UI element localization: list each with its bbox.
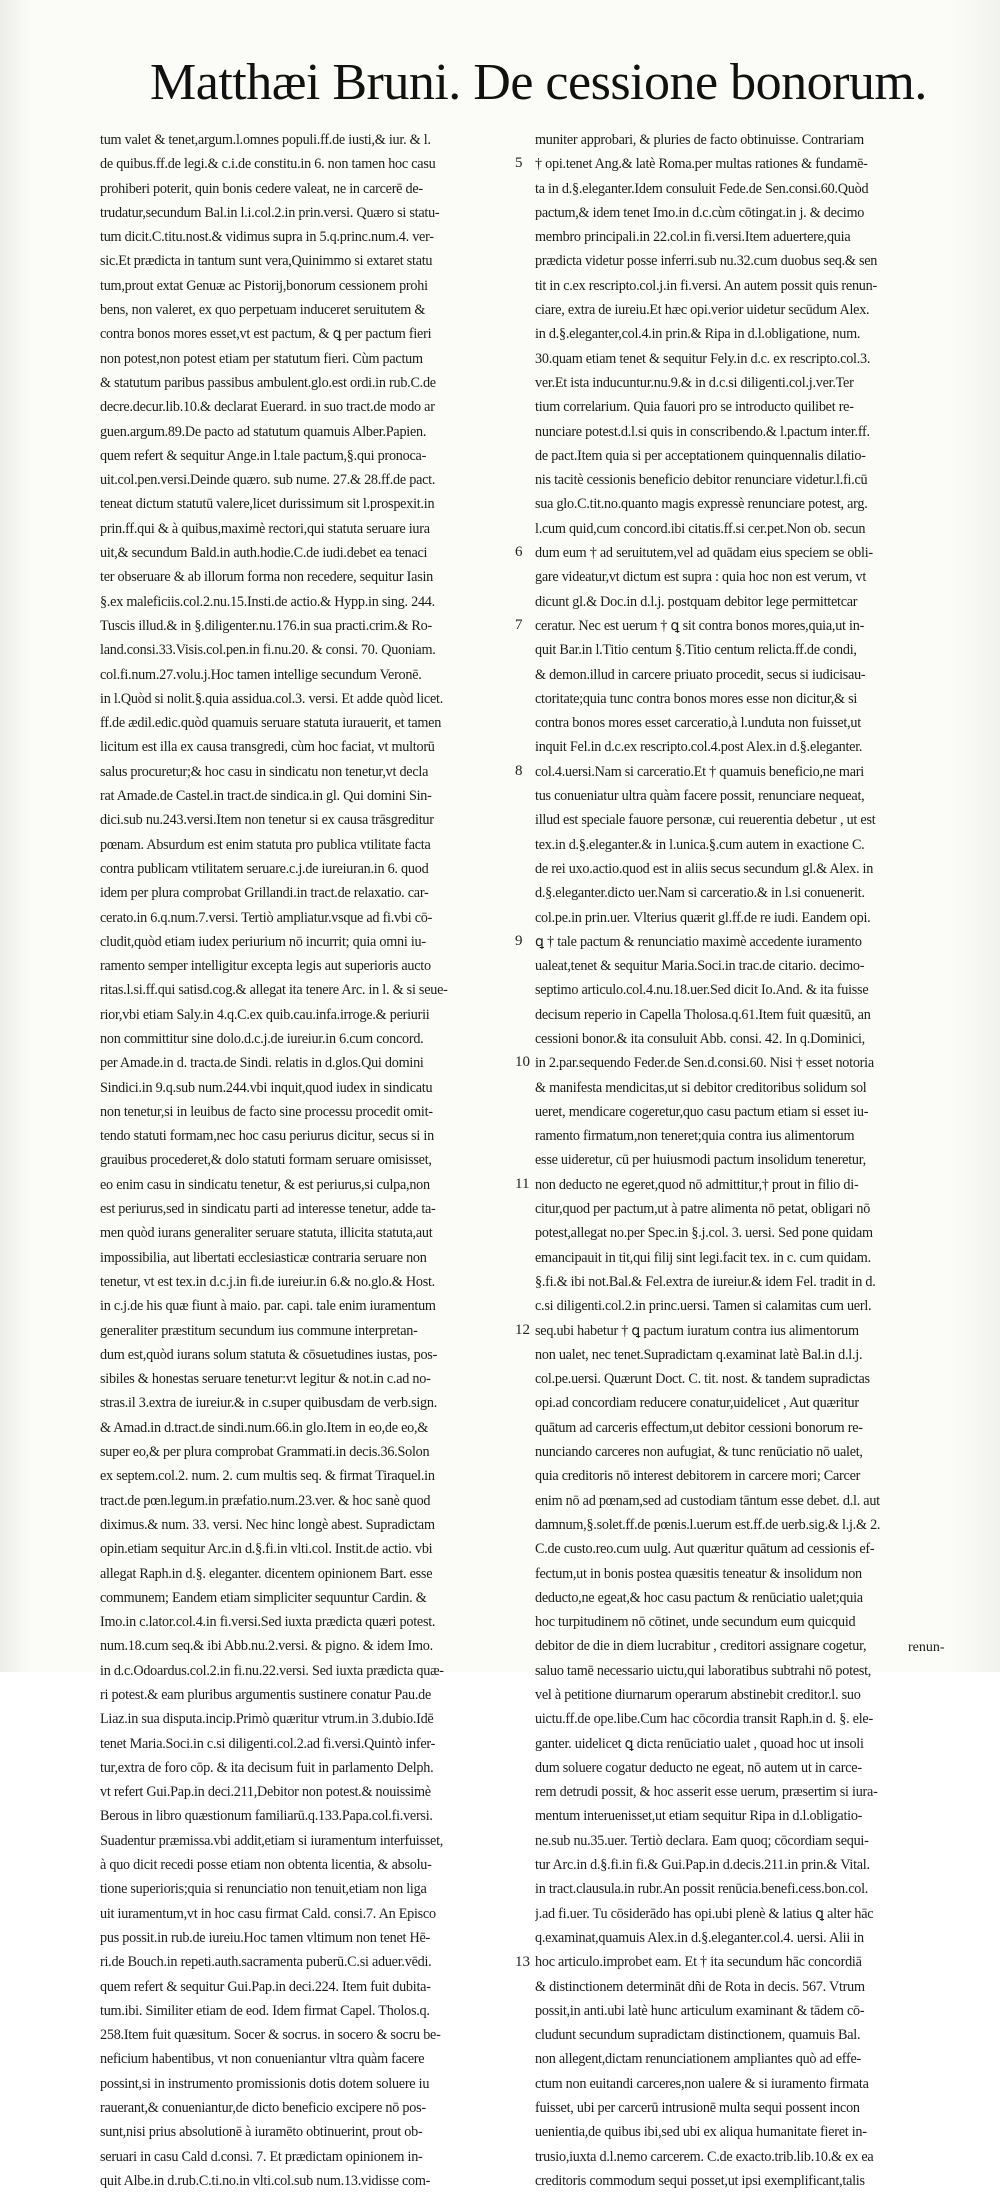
text-line: tenetur, vt est tex.in d.c.j.in fi.de iureiur.in 6.& no.glo.& Host. xyxy=(100,1273,435,1290)
text-line: ritas.l.si.ff.qui satisd.cog.& allegat ita tenere Arc. in l. & si seue- xyxy=(100,982,448,999)
running-title: Matthæi Bruni. De cessione bonorum. xyxy=(150,54,927,111)
text-line: de rei uxo.actio.quod est in aliis secus secundum gl.& Alex. in xyxy=(535,860,874,877)
text-line: nis tacitè cessionis beneficio debitor renunciare videtur.l.fi.cū xyxy=(535,472,868,489)
text-line: per Amade.in d. tracta.de Sindi. relatis in d.glos.Qui domini xyxy=(100,1055,424,1072)
text-line: non committitur sine dolo.d.c.j.de iureiur.in 6.cum concord. xyxy=(100,1030,424,1047)
text-line: 258.Item fuit quæsitum. Socer & socrus. in socero & socru be- xyxy=(100,2027,441,2044)
text-line: quātum ad carceris effectum,ut debitor cessioni bonorum re- xyxy=(535,1419,863,1436)
text-line: uit.col.pen.versi.Deinde quæro. sub nume. 27.& 28.ff.de pact. xyxy=(100,472,436,489)
text-line: vel à petitione diurnarum operarum abstinebit creditor.l. suo xyxy=(535,1687,861,1703)
text-line: rat Amade.de Castel.in tract.de sindica.in gl. Qui domini Sin- xyxy=(100,788,432,805)
text-line: cerato.in 6.q.num.7.versi. Tertiò ampliatur.vsque ad fi.vbi cō- xyxy=(100,909,433,926)
text-line: pus possit.in rub.de iureiu.Hoc tamen vltimum non tenet Hē- xyxy=(100,1929,431,1946)
text-line: in 2.par.sequendo Feder.de Sen.d.consi.60. Nisi † esset notoria xyxy=(535,1055,874,1072)
text-line: C.de custo.reo.cum uulg. Aut quæritur quātum ad cessionis ef- xyxy=(535,1541,875,1558)
right-text-column xyxy=(535,128,940,2193)
text-line: ta in d.§.eleganter.Idem consuluit Fede.de Sen.consi.60.Quòd xyxy=(535,180,869,197)
text-line: opin.etiam sequitur Arc.in d.§.fi.in vlti.col. Instit.de actio. vbi xyxy=(100,1541,433,1558)
text-line: non potest,non potest etiam per statutum fieri. Cùm pactum xyxy=(100,350,423,367)
text-line: hoc articulo.improbet eam. Et † ita secundum hāc concordiā xyxy=(535,1954,862,1971)
text-line: in tract.clausula.in rubr.An possit renūcia.benefi.cess.bon.col. xyxy=(535,1881,869,1898)
text-line: ctum non euitandi carceres,non ualere & si iuramento firmata xyxy=(535,2075,869,2092)
text-line: non allegent,dictam renunciationem ampliantes quò ad effe- xyxy=(535,2051,862,2068)
text-line: men quòd iurans generaliter seruare statuta, illicita statuta,aut xyxy=(100,1225,433,1242)
text-line: mentum interuenisset,ut etiam sequitur Ripa in d.l.obligatio- xyxy=(535,1808,863,1825)
text-line: neficium habentibus, vt non conueniantur vltra quàm facere xyxy=(100,2051,425,2068)
text-line: diximus.& num. 33. versi. Nec hinc longè abest. Supradictam xyxy=(100,1516,435,1533)
text-line: q.examinat,quamuis Alex.in d.§.eleganter.col.4. uersi. Alii in xyxy=(535,1929,864,1946)
text-line: sunt,nisi prius absolutionē à iuramēto obtinuerint, prout ob- xyxy=(100,2124,423,2141)
text-line: ex septem.col.2. num. 2. cum multis seq. & firmat Tiraquel.in xyxy=(100,1468,435,1485)
text-line: ri.de Bouch.in repeti.auth.sacramenta puberū.C.si aduer.vēdi. xyxy=(100,1954,432,1971)
text-line: ciare, extra de iureiu.Et hæc opi.verior uidetur secūdum Alex. xyxy=(535,302,870,319)
text-line: in l.Quòd si nolit.§.quia assidua.col.3. versi. Et adde quòd licet. xyxy=(100,690,444,707)
text-line: impossibilia, aut libertati ecclesiasticæ contraria seruare non xyxy=(100,1249,427,1266)
text-line: tum,prout extat Genuæ ac Pistorij,bonorum cessionem prohi xyxy=(100,277,428,294)
text-line: nunciare potest.d.l.si quis in conscribendo.& l.pactum inter.ff. xyxy=(535,423,870,440)
text-line: non tenetur,si in leuibus de facto sine processu procedit omit- xyxy=(100,1103,433,1120)
text-line: tract.de pœn.legum.in præfatio.num.23.ver. & hoc sanè quod xyxy=(100,1492,431,1509)
text-line: communem; Eandem etiam simpliciter sequuntur Cardin. & xyxy=(100,1589,427,1606)
text-line: Suadentur præmissa.vbi addit,etiam si iuramentum interfuisset, xyxy=(100,1832,444,1849)
text-line: ceratur. Nec est uerum † ꝗ sit contra bonos mores,quia,ut in- xyxy=(535,617,865,634)
text-line: prohiberi poterit, quin bonis cedere valeat, ne in carcerē de- xyxy=(100,180,423,197)
text-line: non ualet, nec tenet.Supradictam q.examinat latè Bal.in d.l.j. xyxy=(535,1346,863,1363)
text-line: l.cum quid,cum concord.ibi citatis.ff.si cer.pet.Non ob. secun xyxy=(535,520,866,537)
text-line: d.§.eleganter.dicto uer.Nam si carceratio.& in l.si conuenerit. xyxy=(535,885,865,902)
margin-number: 11 xyxy=(515,1175,530,1192)
text-line: rior,vbi etiam Saly.in 4.q.C.ex quib.cau.infa.irroge.& periurii xyxy=(100,1006,430,1023)
text-line: tit in c.ex rescripto.col.j.in fi.versi. An autem possit quis renun- xyxy=(535,277,877,294)
text-line: ꝗ † tale pactum & renunciatio maximè accedente iuramento xyxy=(535,933,862,950)
text-line: tenet Maria.Soci.in c.si diligenti.col.2.ad fi.versi.Quintò infer- xyxy=(100,1735,436,1752)
text-line: rem detrudi possit, & hoc asserit esse uerum, præsertim si iura- xyxy=(535,1784,878,1801)
text-line: Liaz.in sua disputa.incip.Primò quæritur vtrum.in 3.dubio.Idē xyxy=(100,1711,434,1728)
text-line: pactum,& idem tenet Imo.in d.c.cùm cōtingat.in j. & decimo xyxy=(535,204,865,221)
text-line: de pact.Item quia si per acceptationem quinquennalis dilatio- xyxy=(535,447,866,464)
text-line: ramento firmatum,non teneret;quia contra ius alimentorum xyxy=(535,1128,855,1145)
text-line: possint,si in instrumento promissionis dotis dotem soluere iu xyxy=(100,2075,430,2092)
text-line: §.fi.& ibi not.Bal.& Fel.extra de iureiur.& idem Fel. tradit in d. xyxy=(535,1273,876,1290)
text-line: col.pe.in prin.uer. Vlterius quærit gl.ff.de re iudi. Eandem opi. xyxy=(535,909,871,926)
text-line: cessioni bonor.& ita consuluit Abb. consi. 42. In q.Dominici, xyxy=(535,1030,865,1047)
text-line: inquit Fel.in d.c.ex rescripto.col.4.post Alex.in d.§.eleganter. xyxy=(535,739,863,756)
text-line: bens, non valeret, ex quo perpetuam induceret seruitutem & xyxy=(100,302,426,319)
text-line: col.fi.num.27.volu.j.Hoc tamen intellige secundum Veronē. xyxy=(100,666,422,683)
text-line: pœnam. Absurdum est enim statuta pro publica vtilitate facta xyxy=(100,836,431,853)
text-line: & demon.illud in carcere priuato procedit, secus si iudicisau- xyxy=(535,666,866,683)
text-line: sibiles & honestas seruare tenetur:vt legitur & not.in c.ad no- xyxy=(100,1371,431,1388)
text-line: trusio,iuxta d.l.nemo carcerem. C.de exacto.trib.lib.10.& ex ea xyxy=(535,2148,874,2165)
text-line: dum soluere cogatur deducto ne egeat, nō autem ut in carce- xyxy=(535,1759,862,1776)
text-line: seq.ubi habetur † ꝗ pactum iuratum contra ius alimentorum xyxy=(535,1322,859,1339)
text-line: fuisset, ubi per carcerū intrusionē multa sequi possent incon xyxy=(535,2100,860,2117)
text-line: de quibus.ff.de legi.& c.i.de constitu.in 6. non tamen hoc casu xyxy=(100,156,436,173)
text-line: ter obseruare & ab illorum forma non recedere, sequitur Iasin xyxy=(100,569,433,586)
text-line: stras.il 3.extra de iureiur.& in c.super quibusdam de verb.sign. xyxy=(100,1395,438,1412)
text-line: decre.decur.lib.10.& declarat Euerard. in suo tract.de modo ar xyxy=(100,399,435,416)
text-line: ctoritate;quia tunc contra bonos mores esse non dicitur,& si xyxy=(535,690,858,707)
text-line: tendo statuti formam,nec hoc casu periurus dicitur, secus si in xyxy=(100,1128,434,1145)
text-line: seruari in casu Cald d.consi. 7. Et prædictam opinionem in- xyxy=(100,2148,423,2165)
text-line: contra bonos mores esset,vt est pactum, & ꝗ per pactum fieri xyxy=(100,326,432,343)
text-line: prin.ff.qui & à quibus,maximè rectori,qui statuta seruare iura xyxy=(100,520,430,537)
text-line: super eo,& per plura comprobat Grammati.in decis.36.Solon xyxy=(100,1444,430,1461)
left-text-column xyxy=(100,128,505,2193)
text-line: septimo articulo.col.4.nu.18.uer.Sed dicit Io.And. & ita fuisse xyxy=(535,982,869,999)
text-line: salus procuretur;& hoc casu in sindicatu non tenetur,vt decla xyxy=(100,763,429,780)
text-line: Berous in libro quæstionum familiarū.q.133.Papa.col.fi.versi. xyxy=(100,1808,433,1825)
text-line: col.4.uersi.Nam si carceratio.Et † quamuis beneficio,ne mari xyxy=(535,763,864,780)
margin-number: 7 xyxy=(515,617,523,633)
text-line: enim nō ad pœnam,sed ad custodiam tāntum esse debet. d.l. aut xyxy=(535,1492,880,1509)
margin-number: 10 xyxy=(515,1054,530,1071)
text-line: hoc turpitudinem nō cōtinet, unde secundum eum quicquid xyxy=(535,1614,856,1631)
text-line: generaliter præstitum secundum ius commune interpretan- xyxy=(100,1322,418,1339)
text-line: in c.j.de his quæ fiunt à maio. par. capi. tale enim iuramentum xyxy=(100,1298,436,1315)
text-line: tium correlarium. Quia fauori pro se introducto quilibet re- xyxy=(535,399,854,416)
text-line: quit Albe.in d.rub.C.ti.no.in vlti.col.sub num.13.vidisse com- xyxy=(100,2172,431,2189)
text-line: tur Arc.in d.§.fi.in fi.& Gui.Pap.in d.decis.211.in prin.& Vital. xyxy=(535,1857,870,1874)
text-line: ff.de ædil.edic.quòd quamuis seruare statuta iurauerit, et tamen xyxy=(100,715,442,732)
text-line: contra bonos mores esset carceratio,à l.unduta non fuisset,ut xyxy=(535,715,861,732)
text-line: sua glo.C.tit.no.quanto magis expressè renunciare potest, arg. xyxy=(535,496,868,513)
text-line: teneat dictum statutū valere,licet durissimum sit l.prospexit.in xyxy=(100,496,435,513)
text-line: est periurus,sed in sindicatu parti ad interesse tenetur, adde ta- xyxy=(100,1201,436,1218)
text-line: dum eum † ad seruitutem,vel ad quādam eius speciem se obli- xyxy=(535,545,873,562)
text-line: uenientia,de quibus ibi,sed ubi ex aliqua humanitate fieret in- xyxy=(535,2124,867,2141)
text-line: quia creditoris nō interest debitorem in carcere mori; Carcer xyxy=(535,1468,861,1485)
text-line: j.ad fi.uer. Tu cōsiderādo has opi.ubi plenè & latius ꝗ alter hāc xyxy=(535,1905,874,1922)
text-line: nunciando carceres non aufugiat, & tunc renūciatio nō ualet, xyxy=(535,1444,863,1461)
text-line: tus conueniatur ultra quàm facere possit, renunciare nequeat, xyxy=(535,788,865,805)
text-line: §.ex maleficiis.col.2.nu.15.Insti.de actio.& Hypp.in sing. 244. xyxy=(100,593,435,610)
text-line: sic.Et prædicta in tantum sunt vera,Quinimmo si extaret statu xyxy=(100,253,433,270)
text-line: quem refert & sequitur Gui.Pap.in deci.224. Item fuit dubita- xyxy=(100,1978,431,1995)
text-line: uit iuramentum,vt in hoc casu firmat Cald. consi.7. An Episco xyxy=(100,1905,436,1922)
text-line: col.pe.uersi. Quærunt Doct. C. tit. nost. & tandem supradictas xyxy=(535,1371,870,1388)
text-line: Tuscis illud.& in §.diligenter.nu.176.in sua practi.crim.& Ro- xyxy=(100,617,432,634)
margin-number: 12 xyxy=(515,1321,530,1338)
text-line: membro principali.in 22.col.in fi.versi.Item aduertere,quia xyxy=(535,229,851,246)
text-line: debitor de die in diem lucrabitur , creditori assignare cogetur, xyxy=(535,1638,867,1655)
text-line: ver.Et ista inducuntur.nu.9.& in d.c.si diligenti.col.j.ver.Ter xyxy=(535,374,854,391)
text-line: tex.in d.§.eleganter.& in l.unica.§.cum autem in exactione C. xyxy=(535,836,865,853)
text-line: Sindici.in 9.q.sub num.244.vbi inquit,quod iudex in sindicatu xyxy=(100,1079,433,1096)
text-line: num.18.cum seq.& ibi Abb.nu.2.versi. & pigno. & idem Imo. xyxy=(100,1638,433,1655)
text-line: ne.sub nu.35.uer. Tertiò declara. Eam quoq; cōcordiam sequi- xyxy=(535,1832,869,1849)
text-line: esse uideretur, cū per huiusmodi pactum insolidum teneretur, xyxy=(535,1152,866,1169)
text-line: idem per plura comprobat Grillandi.in tract.de relaxatio. car- xyxy=(100,885,429,902)
text-line: tum.ibi. Similiter etiam de eod. Idem firmat Capel. Tholos.q. xyxy=(100,2002,430,2019)
text-line: in d.§.eleganter,col.4.in prin.& Ripa in d.l.obligatione, num. xyxy=(535,326,861,343)
text-line: prædicta videtur posse inferri.sub nu.32.cum duobus seq.& sen xyxy=(535,253,878,270)
text-line: decisum reperio in Capella Tholosa.q.61.Item fuit quæsitū, an xyxy=(535,1006,871,1023)
margin-number: 5 xyxy=(515,155,523,172)
text-line: † opi.tenet Ang.& latè Roma.per multas rationes & fundamē- xyxy=(535,156,868,173)
text-line: dum est,quòd iurans solum statuta & cōsuetudines iustas, pos- xyxy=(100,1346,438,1363)
text-line: potest,allegat no.per Spec.in §.j.col. 3. uersi. Sed pone quidam xyxy=(535,1225,873,1242)
text-line: deducto,ne egeat,& hoc casu pactum & renūciatio ualet;quia xyxy=(535,1589,863,1606)
text-line: ueret, mendicare cogeretur,quo casu pactum etiam si esset iu- xyxy=(535,1103,869,1120)
catchword: renun- xyxy=(908,1640,945,1655)
text-line: ualeat,tenet & sequitur Maria.Soci.in trac.de citario. decimo- xyxy=(535,958,865,975)
text-line: vt refert Gui.Pap.in deci.211,Debitor non potest.& nouissimè xyxy=(100,1784,431,1801)
text-line: à quo dicit recedi posse etiam non obtenta licentia, & absolu- xyxy=(100,1857,432,1874)
text-line: muniter approbari, & pluries de facto obtinuisse. Contrariam xyxy=(535,132,864,148)
text-line: trudatur,secundum Bal.in l.i.col.2.in prin.versi. Quæro si statu- xyxy=(100,204,440,221)
text-line: land.consi.33.Visis.col.pen.in fi.nu.20. & consi. 70. Quoniam. xyxy=(100,642,436,659)
text-line: opi.ad concordiam reducere conatur,uidelicet , Aut quæritur xyxy=(535,1395,859,1412)
text-line: rauerant,& conueniantur,de dicto beneficio excipere nō pos- xyxy=(100,2100,426,2117)
text-line: uit,& secundum Bald.in auth.hodie.C.de iudi.debet ea tenaci xyxy=(100,545,428,562)
text-line: ramento semper intelligitur excepta legis aut superioris aucto xyxy=(100,958,431,975)
text-line: & statutum paribus passibus ambulent.glo.est ordi.in rub.C.de xyxy=(100,374,436,391)
margin-number: 8 xyxy=(515,762,523,779)
text-line: ri potest.& eam pluribus argumentis sustinere conatur Pau.de xyxy=(100,1687,432,1703)
text-line: Imo.in c.lator.col.4.in fi.versi.Sed iuxta prædicta quæri potest. xyxy=(100,1614,436,1631)
text-line: licitum est illa ex causa transgredi, cùm hoc faciat, vt multorū xyxy=(100,739,435,756)
text-line: cludit,quòd etiam iudex periurium nō incurrit; quia omni iu- xyxy=(100,933,426,950)
text-line: saluo tamē necessario uictu,qui laboratibus subtrahi nō potest, xyxy=(535,1662,872,1679)
margin-number: 9 xyxy=(515,932,523,949)
margin-number: 13 xyxy=(515,1953,530,1970)
text-line: uictu.ff.de ope.libe.Cum hac cōcordia transit Raph.in d. §. ele- xyxy=(535,1711,873,1728)
text-line: grauibus procederet,& dolo statuti formam seruare omisisset, xyxy=(100,1152,432,1169)
text-line: & Amad.in d.tract.de sindi.num.66.in glo.Item in eo,de eo,& xyxy=(100,1419,429,1436)
text-line: citur,quod per pactum,ut à patre alimenta nō petat, obligari nō xyxy=(535,1201,871,1218)
text-line: gare videatur,vt dictum est supra : quia hoc non est verum, vt xyxy=(535,569,867,586)
text-line: & distinctionem determināt dñi de Rota in decis. 567. Vtrum xyxy=(535,1978,865,1995)
text-line: quit Bar.in l.Titio centum §.Titio centum relicta.ff.de condi, xyxy=(535,642,857,659)
text-line: fectum,ut in bonis postea quæsitis teneatur & insolidum non xyxy=(535,1565,862,1582)
page-edge-shadow xyxy=(950,0,1000,1672)
text-line: eo enim casu in sindicatu tenetur, & est periurus,si culpa,non xyxy=(100,1176,430,1193)
text-line: tur,extra de foro cōp. & ita decisum fuit in parlamento Delph. xyxy=(100,1759,434,1776)
text-line: quem refert & sequitur Ange.in l.tale pactum,§.qui pronoca- xyxy=(100,447,427,464)
text-line: creditoris commodum sequi posset,ut ipsi exemplificant,talis xyxy=(535,2172,865,2189)
text-line: illud est speciale fauore personæ, cui reuerentia debetur , ut est xyxy=(535,812,876,829)
text-line: & manifesta mendicitas,ut si debitor creditoribus solidum sol xyxy=(535,1079,867,1096)
text-line: allegat Raph.in d.§. eleganter. dicentem opinionem Bart. esse xyxy=(100,1565,433,1582)
text-line: c.si diligenti.col.2.in princ.uersi. Tamen si calamitas cum uerl. xyxy=(535,1298,872,1315)
text-line: in d.c.Odoardus.col.2.in fi.nu.22.versi. Sed iuxta prædicta quæ- xyxy=(100,1662,444,1679)
text-line: emancipauit in tit,qui filij sint legi.facit tex. in c. cum quidam. xyxy=(535,1249,871,1266)
text-line: possit,in anti.ubi latè hunc articulum examinant & tādem cō- xyxy=(535,2002,865,2019)
text-line: tum dicit.C.titu.nost.& vidimus supra in 5.q.princ.num.4. ver- xyxy=(100,229,434,246)
text-line: 30.quam etiam tenet & sequitur Fely.in d.c. ex rescripto.col.3. xyxy=(535,350,871,367)
text-line: dicunt gl.& Doc.in d.l.j. postquam debitor lege permittetcar xyxy=(535,593,858,610)
margin-number: 6 xyxy=(515,544,523,561)
text-line: damnum,§.solet.ff.de pœnis.l.uerum est.ff.de uerb.sig.& l.j.& 2. xyxy=(535,1516,881,1533)
text-line: contra publicam vtilitatem seruare.c.j.de iureiuran.in 6. quod xyxy=(100,860,429,877)
text-line: tione superioris;quia si renunciatio non tenuit,etiam non liga xyxy=(100,1881,427,1898)
text-line: tum valet & tenet,argum.l.omnes populi.ff.de iusti,& iur. & l. xyxy=(100,132,431,148)
text-line: ganter. uidelicet ꝗ dicta renūciatio ualet , quoad hoc ut insoli xyxy=(535,1735,864,1752)
text-line: guen.argum.89.De pacto ad statutum quamuis Alber.Papien. xyxy=(100,423,427,440)
text-line: cludunt secundum supradictam distinctionem, quamuis Bal. xyxy=(535,2027,861,2044)
gutter-shadow xyxy=(0,0,30,1672)
text-line: non deducto ne egeret,quod nō admittitur,† prout in filio di- xyxy=(535,1176,859,1193)
text-line: dici.sub nu.243.versi.Item non tenetur si ex causa trāsgreditur xyxy=(100,812,434,829)
